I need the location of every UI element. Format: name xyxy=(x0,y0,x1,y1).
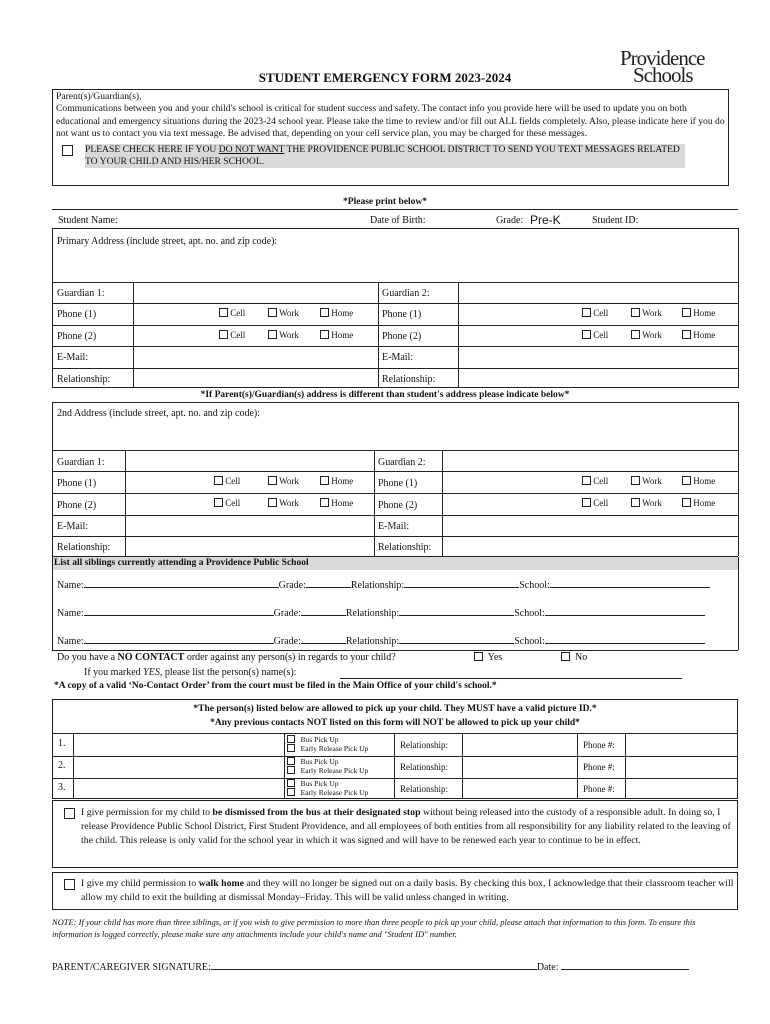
work-checkbox[interactable] xyxy=(268,308,277,317)
alt-g1p2-type-work: Work xyxy=(268,498,299,508)
g2-phone2-label: Phone (2) xyxy=(382,331,422,342)
g1-email-label: E-Mail: xyxy=(57,352,89,363)
walk-home-text: I give my child permission to walk home and they will no longer be signed out on a daily basis. By checking this box, I acknowledge that their classroom teacher will allow my child to exit the building at dismissal Monday–Friday. This will be valid unless changed in writing. xyxy=(81,878,734,903)
text-optout-label: PLEASE CHECK HERE IF YOU DO NOT WANT THE PROVIDENCE PUBLIC SCHOOL DISTRICT TO SEND YOU TEXT MESSAGES RELATED TO YOUR CHILD AND HIS/HER SCHOOL. xyxy=(85,144,685,169)
pickup-row-2-phone: Phone #: xyxy=(583,762,615,772)
cell-checkbox[interactable] xyxy=(219,308,228,317)
no-contact-question: Do you have a NO CONTACT order against any person(s) in regards to your child? xyxy=(57,652,396,663)
cell-checkbox[interactable] xyxy=(214,476,223,485)
early-release-checkbox[interactable] xyxy=(287,788,295,796)
home-checkbox[interactable] xyxy=(320,330,329,339)
early-release-checkbox[interactable] xyxy=(287,744,295,752)
bus-dismissal-text: I give permission for my child to be dismissed from the bus at their designated stop without being released into the custody of a responsible adult. In doing so, I release Providence Public School District, First Student Providence, and all employees of both entities from all responsibility for any liability related to the leaving of the child. This release is only valid for the school year in which it was signed and will have to be renewed each year to continue to be in effect. xyxy=(81,807,731,846)
alt-g1p2-type: Cell xyxy=(214,498,240,508)
early-release-checkbox[interactable] xyxy=(287,766,295,774)
cell-checkbox[interactable] xyxy=(582,308,591,317)
g1p2-type: Cell xyxy=(219,330,245,340)
home-checkbox[interactable] xyxy=(682,308,691,317)
pickup-row-2-options: Bus Pick Up Early Release Pick Up xyxy=(287,757,368,775)
work-checkbox[interactable] xyxy=(631,498,640,507)
g2-email-label: E-Mail: xyxy=(382,352,414,363)
no-contact-no: No xyxy=(561,652,587,663)
g2p1-type-work: Work xyxy=(631,308,662,318)
no-contact-names-label: If you marked YES, please list the person(s) name(s): xyxy=(84,667,297,678)
bus-pickup-checkbox[interactable] xyxy=(287,779,295,787)
alt-g2p1-type-home: Home xyxy=(682,476,715,486)
g2p2-type-work: Work xyxy=(631,330,662,340)
alt-address-label: 2nd Address (include street, apt. no. and zip code): xyxy=(57,408,260,419)
cell-checkbox[interactable] xyxy=(582,330,591,339)
alt-g2p2-type-work: Work xyxy=(631,498,662,508)
alt-g1-relationship-label: Relationship: xyxy=(57,542,111,553)
pickup-row-2-relationship: Relationship: xyxy=(400,762,448,772)
attachment-note: NOTE: If your child has more than three siblings, or if you wish to give permission to more than three people to pick up your child, please attach that information to this form. To ensure this information is logged correctly, please make sure any attachments include your child's name and "Student ID" number. xyxy=(52,917,696,939)
alt-g2-phone1-label: Phone (1) xyxy=(378,478,418,489)
no-contact-yes: Yes xyxy=(474,652,502,663)
pickup-row-3-number: 3. xyxy=(58,782,66,793)
signature-field[interactable] xyxy=(211,969,537,970)
g2p2-type: Cell xyxy=(582,330,608,340)
alt-g2p2-type-home: Home xyxy=(682,498,715,508)
pickup-section xyxy=(52,699,738,799)
walk-home-checkbox[interactable] xyxy=(64,879,75,890)
pickup-row-1-relationship: Relationship: xyxy=(400,740,448,750)
cell-checkbox[interactable] xyxy=(582,498,591,507)
district-logo-line1: Providence xyxy=(620,46,705,70)
g1p1-type-work: Work xyxy=(268,308,299,318)
alt-g1-email-label: E-Mail: xyxy=(57,521,89,532)
g1p2-type-home: Home xyxy=(320,330,353,340)
text-optout xyxy=(62,144,725,169)
alt-g1p1-type: Cell xyxy=(214,476,240,486)
intro-box xyxy=(52,89,729,186)
yes-checkbox[interactable] xyxy=(474,652,483,661)
salutation: Parent(s)/Guardian(s), xyxy=(56,91,142,102)
cell-checkbox[interactable] xyxy=(214,498,223,507)
print-below-note: *Please print below* xyxy=(343,197,427,207)
g2p1-type: Cell xyxy=(582,308,608,318)
work-checkbox[interactable] xyxy=(268,476,277,485)
alt-g2-email-label: E-Mail: xyxy=(378,521,410,532)
work-checkbox[interactable] xyxy=(631,330,640,339)
work-checkbox[interactable] xyxy=(268,330,277,339)
grade-field[interactable]: Pre-K xyxy=(530,213,561,227)
g2p1-type-home: Home xyxy=(682,308,715,318)
work-checkbox[interactable] xyxy=(631,308,640,317)
alt-g1p2-type-home: Home xyxy=(320,498,353,508)
g1p2-type-work: Work xyxy=(268,330,299,340)
g1-phone2-label: Phone (2) xyxy=(57,331,97,342)
pickup-row-1-phone: Phone #: xyxy=(583,740,615,750)
home-checkbox[interactable] xyxy=(682,476,691,485)
alt-g1-phone1-label: Phone (1) xyxy=(57,478,97,489)
alt-g2-phone2-label: Phone (2) xyxy=(378,500,418,511)
cell-checkbox[interactable] xyxy=(219,330,228,339)
primary-address-label: Primary Address (include street, apt. no. and zip code): xyxy=(57,236,278,247)
date-field[interactable] xyxy=(561,969,689,970)
g2p2-type-home: Home xyxy=(682,330,715,340)
guardian1-label: Guardian 1: xyxy=(57,288,105,299)
dob-label: Date of Birth: xyxy=(370,215,426,226)
student-id-label: Student ID: xyxy=(592,215,639,226)
cell-checkbox[interactable] xyxy=(582,476,591,485)
home-checkbox[interactable] xyxy=(320,308,329,317)
alt-g2p1-type: Cell xyxy=(582,476,608,486)
no-checkbox[interactable] xyxy=(561,652,570,661)
g1p1-type: Cell xyxy=(219,308,245,318)
bus-pickup-checkbox[interactable] xyxy=(287,735,295,743)
home-checkbox[interactable] xyxy=(682,330,691,339)
pickup-header-1: *The person(s) listed below are allowed to pick up your child. They MUST have a valid picture ID.* xyxy=(193,704,597,714)
sibling-row: Name: Grade: Relationship: School: xyxy=(57,580,710,591)
home-checkbox[interactable] xyxy=(320,476,329,485)
pickup-header-2: *Any previous contacts NOT listed on this form will NOT be allowed to pick up your child* xyxy=(210,718,580,728)
no-contact-copy-note: *A copy of a valid ‘No-Contact Order’ from the court must be filed in the Main Office of your child's school.* xyxy=(54,681,497,691)
pickup-row-1-options: Bus Pick Up Early Release Pick Up xyxy=(287,735,368,753)
pickup-row-3-options: Bus Pick Up Early Release Pick Up xyxy=(287,779,368,797)
g2-relationship-label: Relationship: xyxy=(382,374,436,385)
alt-guardian2-label: Guardian 2: xyxy=(378,457,426,468)
alt-guardian1-label: Guardian 1: xyxy=(57,457,105,468)
bus-dismissal-checkbox[interactable] xyxy=(64,808,75,819)
alt-g2p1-type-work: Work xyxy=(631,476,662,486)
pickup-row-2-number: 2. xyxy=(58,760,66,771)
pickup-row-3-phone: Phone #: xyxy=(583,784,615,794)
sibling-row: Name: Grade: Relationship: School: xyxy=(57,608,705,619)
sibling-row: Name: Grade: Relationship: School: xyxy=(57,636,705,647)
form-title: STUDENT EMERGENCY FORM 2023-2024 xyxy=(258,70,512,85)
home-checkbox[interactable] xyxy=(320,498,329,507)
district-logo-line2: Schools xyxy=(633,63,693,87)
g2-phone1-label: Phone (1) xyxy=(382,309,422,320)
alt-g1p1-type-work: Work xyxy=(268,476,299,486)
grade-label: Grade: xyxy=(496,215,524,226)
alt-address-note: *If Parent(s)/Guardian(s) address is different than student's address please indicate below* xyxy=(200,390,570,400)
alt-g1-phone2-label: Phone (2) xyxy=(57,500,97,511)
guardian2-label: Guardian 2: xyxy=(382,288,430,299)
g1-phone1-label: Phone (1) xyxy=(57,309,97,320)
intro-text: Communications between you and your child's school is critical for student success and safety. The contact info you provide here will be used to update you on both educational and emergency situations during the 2023-24 school year. Please take the time to review and/or fill out ALL fields completely. Also, please indicate here if you do not want us to contact you via text message. Be advised that, depending on your cell service plan, you may be charged for these messages. xyxy=(56,103,725,140)
text-optout-checkbox[interactable] xyxy=(62,145,73,156)
signature-line: PARENT/CAREGIVER SIGNATURE: Date: xyxy=(52,962,689,973)
work-checkbox[interactable] xyxy=(631,476,640,485)
pickup-row-3-relationship: Relationship: xyxy=(400,784,448,794)
work-checkbox[interactable] xyxy=(268,498,277,507)
alt-g1p1-type-home: Home xyxy=(320,476,353,486)
alt-g2p2-type: Cell xyxy=(582,498,608,508)
alt-g2-relationship-label: Relationship: xyxy=(378,542,432,553)
siblings-header: List all siblings currently attending a Providence Public School xyxy=(52,557,738,570)
pickup-row-1-number: 1. xyxy=(58,738,66,749)
home-checkbox[interactable] xyxy=(682,498,691,507)
g1p1-type-home: Home xyxy=(320,308,353,318)
bus-pickup-checkbox[interactable] xyxy=(287,757,295,765)
g1-relationship-label: Relationship: xyxy=(57,374,111,385)
student-name-label: Student Name: xyxy=(58,215,118,226)
